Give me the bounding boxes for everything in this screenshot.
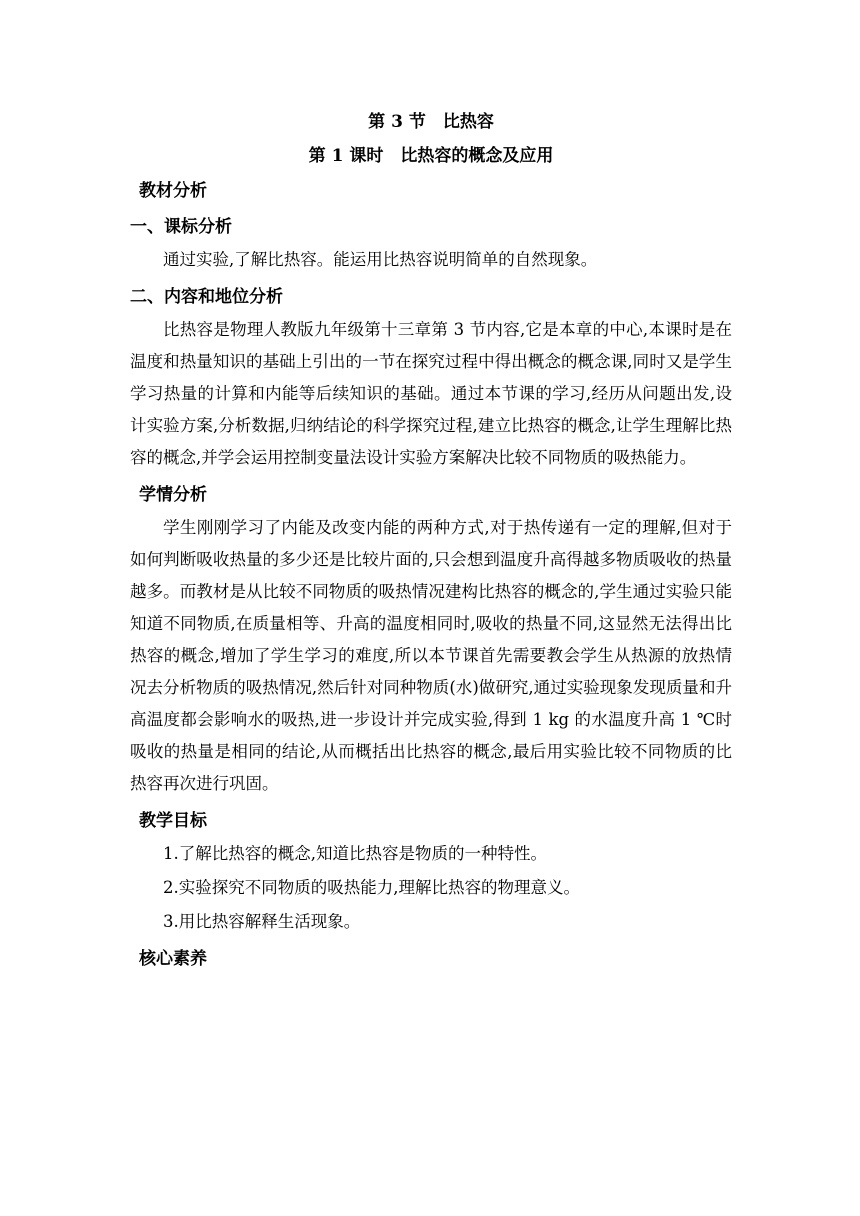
goal-item-2: 2.实验探究不同物质的吸热能力,理解比热容的物理意义。 [163, 878, 580, 897]
paragraph-learner: 学生刚刚学习了内能及改变内能的两种方式,对于热传递有一定的理解,但对于如何判断吸收热量的多少还是比较片面的,只会想到温度升高得越多物质吸收的热量越多。而教材是从比较不同物质的吸热情况建构比热容的概念的,学生通过实验只能知道不同物质,在质量相等、升高的温度相同时,吸收的热量不同,这显然无法得出比热容的概念,增加了学生学习的难度,所以本节课首先需要教会学生从热源的放热情况去分析物质的吸热情况,然后针对同种物质(水)做研究,通过实验现象发现质量和升高温度都会影响水的吸热,进一步设计并完成实验,得到 1 kg 的水温度升高 1 ℃时吸收的热量是相同的结论,从而概括出比热容的概念,最后用实验比较不同物质的比热容再次进行巩固。 [130, 518, 732, 793]
goal-item-1: 1.了解比热容的概念,知道比热容是物质的一种特性。 [163, 844, 547, 863]
heading-content-analysis: 二、内容和地位分析 [130, 287, 283, 307]
heading-learner-analysis: 学情分析 [139, 485, 207, 505]
heading-curriculum-analysis: 一、课标分析 [130, 217, 232, 237]
heading-core-competencies: 核心素养 [139, 949, 207, 969]
document-body [130, 108, 732, 974]
paragraph-curriculum: 通过实验,了解比热容。能运用比热容说明简单的自然现象。 [163, 250, 598, 269]
goal-item-3: 3.用比热容解释生活现象。 [163, 912, 361, 931]
heading-teaching-goals: 教学目标 [139, 811, 207, 831]
section-title: 第 3 节 比热容 [368, 112, 494, 132]
paragraph-content: 比热容是物理人教版九年级第十三章第 3 节内容,它是本章的中心,本课时是在温度和热量知识的基础上引出的一节在探究过程中得出概念的概念课,同时又是学生学习热量的计算和内能等后续知识的基础。通过本节课的学习,经历从问题出发,设计实验方案,分析数据,归纳结论的科学探究过程,建立比热容的概念,让学生理解比热容的概念,并学会运用控制变量法设计实验方案解决比较不同物质的吸热能力。 [130, 320, 732, 467]
lesson-subtitle: 第 1 课时 比热容的概念及应用 [308, 146, 554, 166]
heading-textbook-analysis: 教材分析 [139, 181, 207, 201]
